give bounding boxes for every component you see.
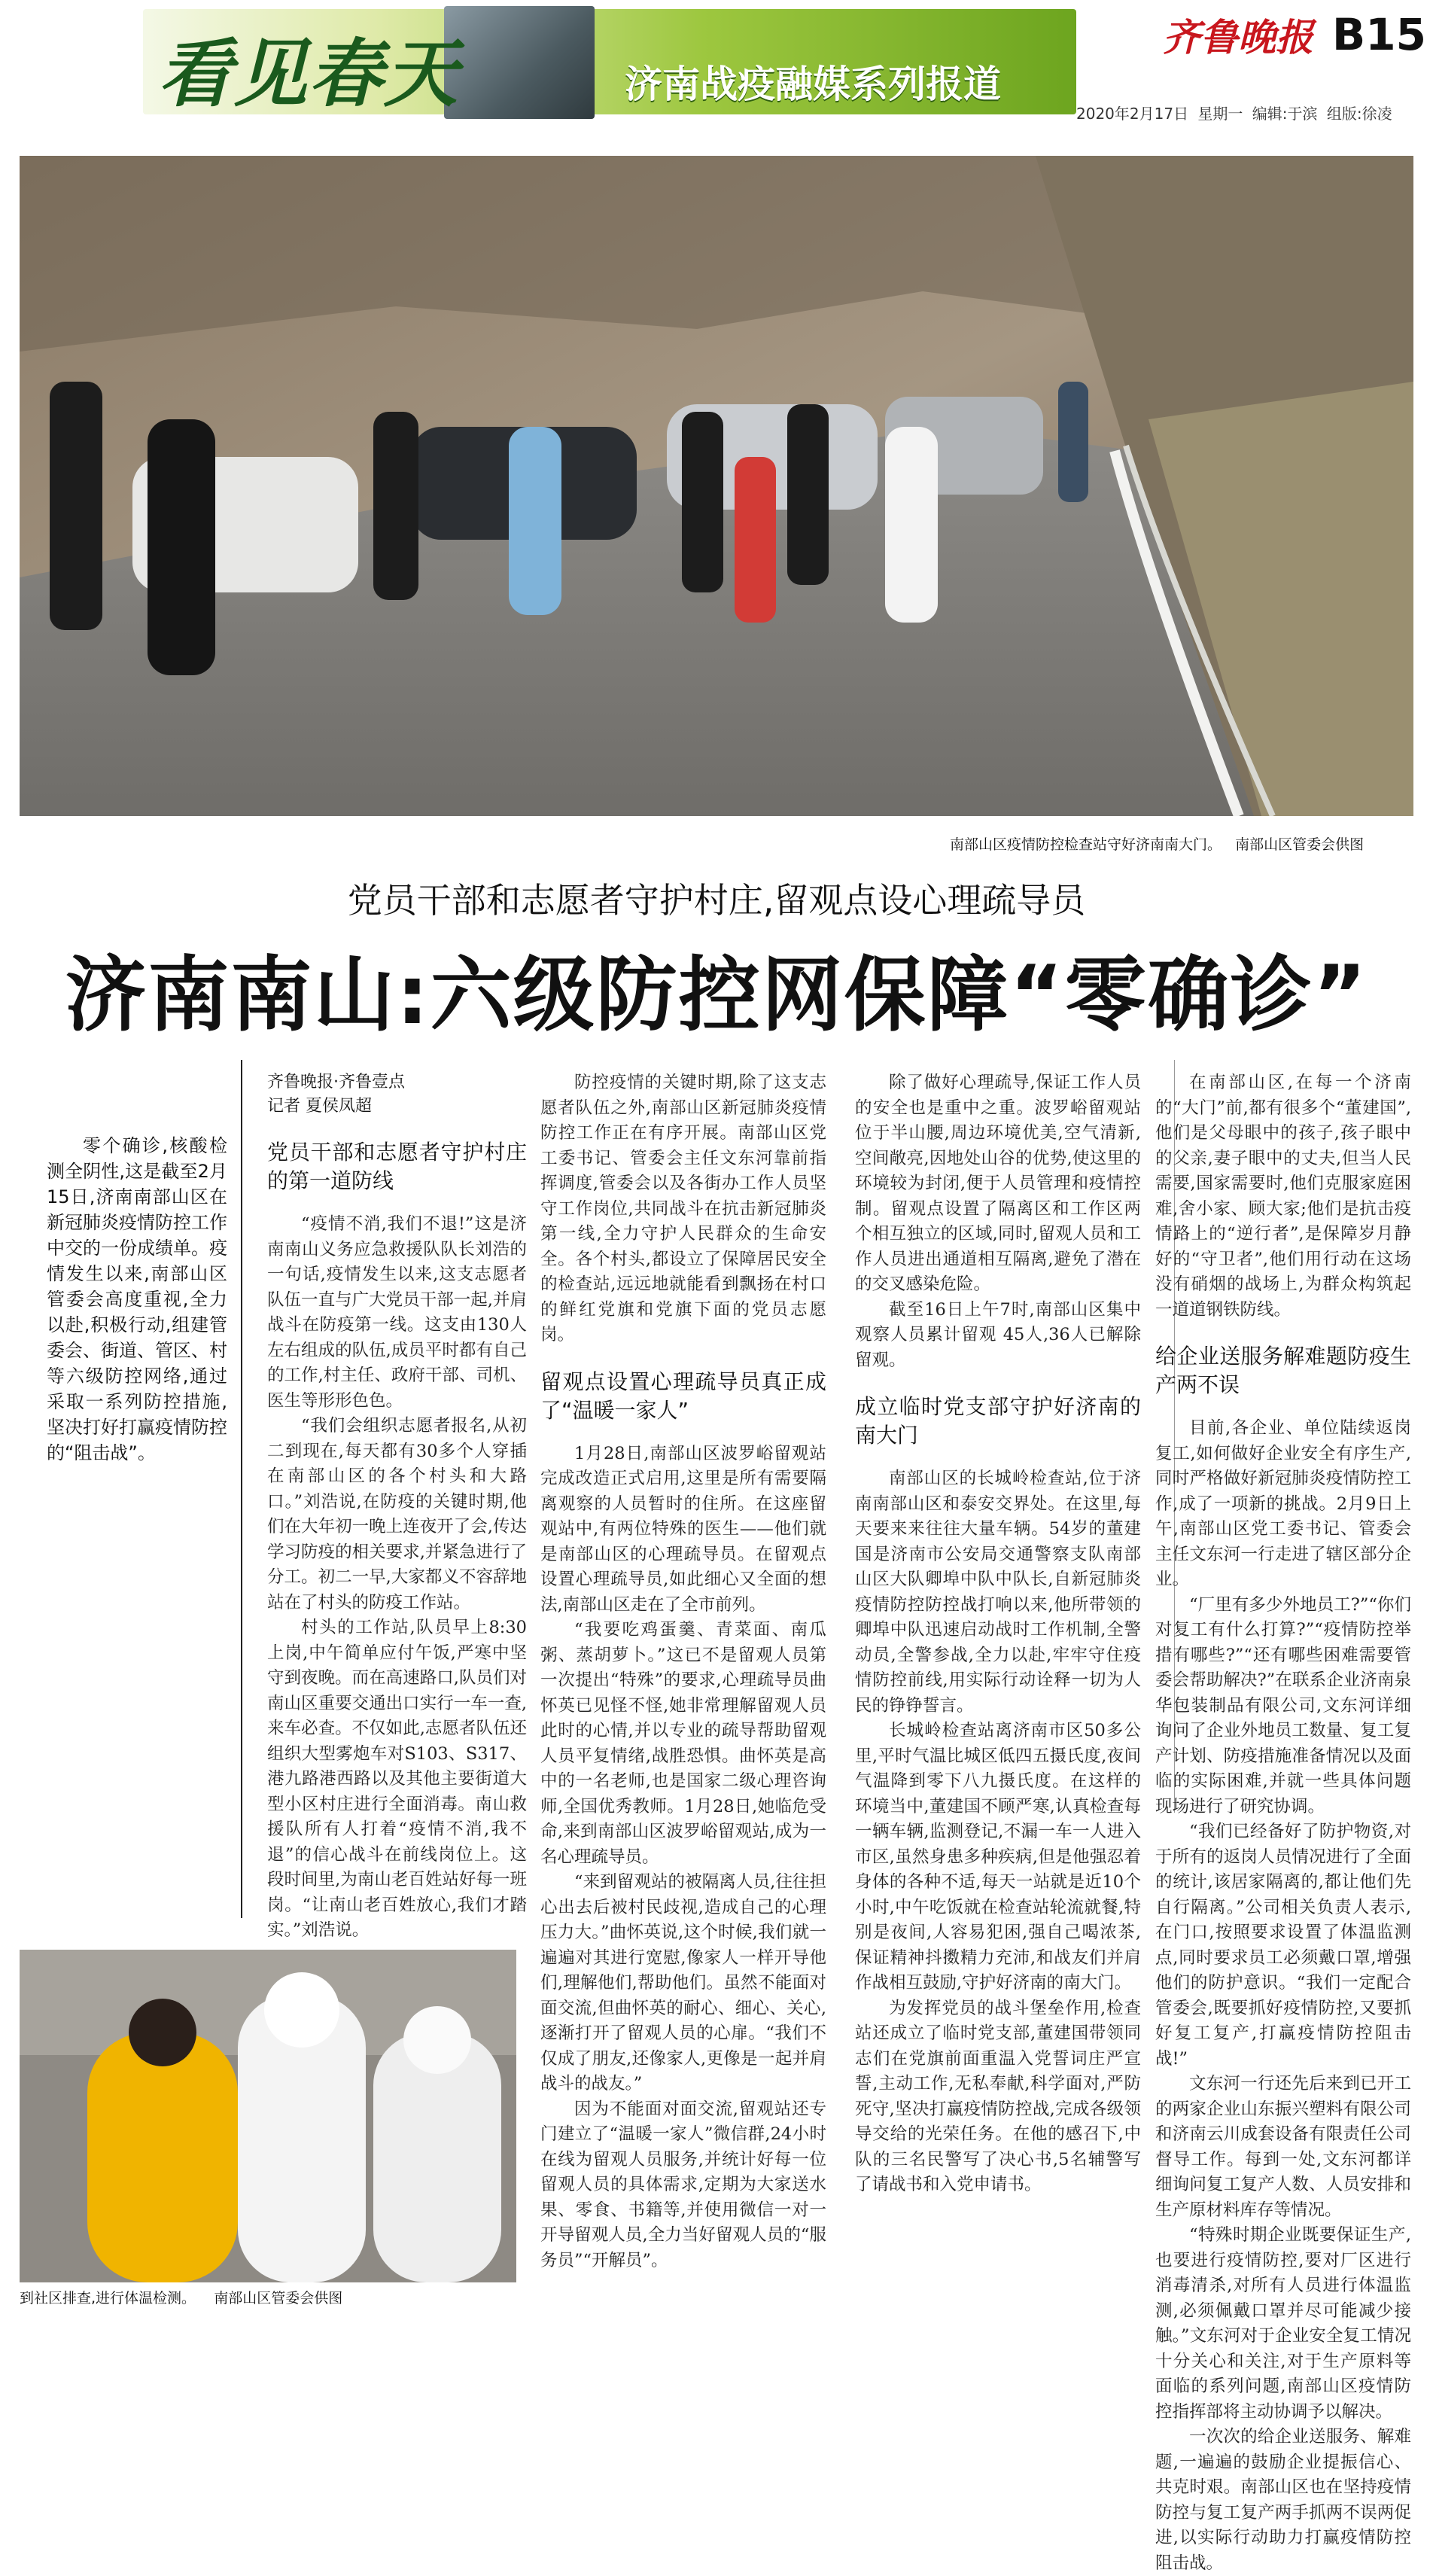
date: 2020年2月17日 — [1076, 105, 1189, 123]
source: 齐鲁晚报·齐鲁壹点 — [267, 1073, 405, 1092]
checkpoint-scene-illustration — [20, 156, 1413, 816]
masthead-photo — [444, 6, 595, 119]
paragraph: “特殊时期企业既要保证生产,也要进行疫情防控,要对厂区进行消毒清杀,对所有人员进行体温监测,必须佩戴口罩并尽可能减少接触。”文东河对于企业安全复工情况十分关心和关注,对于生产原料等面临的系列问题,南部山区疫情防控指挥部将主动协调予以解决。 — [1155, 2225, 1411, 2422]
main-photo — [20, 156, 1413, 816]
subtitle: 党员干部和志愿者守护村庄,留观点设心理疏导员 — [347, 880, 1086, 921]
paragraph: “我们已经备好了防护物资,对于所有的返岗人员情况进行了全面的统计,该居家隔离的,都让他们先自行隔离。”公司相关负责人表示,在门口,按照要求设置了体温监测点,同时要求员工必须戴口罩,增强他们的防护意识。“我们一定配合管委会,既要抓好疫情防控,又要抓好复工复产,打赢疫情防控阻击战!” — [1155, 1822, 1411, 2069]
section-4-title: 给企业送服务解难题防疫生产两不误 — [1155, 1344, 1411, 1397]
lead-paragraph: 零个确诊,核酸检测全阴性,这是截至2月15日,济南南部山区在新冠肺炎疫情防控工作中交的一份成绩单。疫情发生以来,南部山区管委会高度重视,全力以赴,积极行动,组建管委会、街道、管区、村等六级防控网络,通过采取一系列防控措施,坚决打好打赢疫情防控的“阻击战”。 — [47, 1135, 227, 1463]
lead-column — [47, 1133, 227, 1466]
newspaper-logo: 齐鲁晚报 — [1163, 15, 1313, 59]
paragraph: 南部山区的长城岭检查站,位于济南南部山区和泰安交界处。在这里,每天要来来往往大量车辆。54岁的董建国是济南市公安局交通警察支队南部山区大队卿埠中队中队长,自新冠肺炎疫情防控防控战打响以来,他所带领的卿埠中队迅速启动战时工作机制,全警动员,全警参战,全力以赴,牢牢守住疫情防控前线,用实际行动诠释一切为人民的铮铮誓言。 — [855, 1469, 1141, 1716]
paragraph: 防控疫情的关键时期,除了这支志愿者队伍之外,南部山区新冠肺炎疫情防控工作正在有序开展。南部山区党工委书记、管委会主任文东河靠前指挥调度,管委会以及各街办工作人员坚守工作岗位,共同战斗在抗击新冠肺炎第一线,全力守护人民群众的生命安全。各个村头,都设立了保障居民安全的检查站,远远地就能看到飘扬在村口的鲜红党旗和党旗下面的党员志愿岗。 — [540, 1073, 826, 1344]
editor: 编辑:于滨 — [1252, 105, 1318, 123]
column-name: 看见春天 — [158, 31, 460, 117]
section-3-title: 成立临时党支部守护好济南的南大门 — [855, 1394, 1141, 1448]
paragraph: 除了做好心理疏导,保证工作人员的安全也是重中之重。波罗峪留观站位于半山腰,周边环境优美,空气清新,空间敞亮,因地处山谷的优势,使这里的环境较为封闭,便于人员管理和疫情控制。留观点设置了隔离区和工作区两个相互独立的区域,同时,留观人员和工作人员进出通道相互隔离,避免了潜在的交叉感染危险。 — [855, 1073, 1141, 1294]
dateline — [1076, 102, 1392, 123]
paragraph: “我们会组织志愿者报名,从初二到现在,每天都有30多个人穿插在南部山区的各个村头和大路口。”刘浩说,在防疫的关键时期,他们在大年初一晚上连夜开了会,传达学习防疫的相关要求,并紧急进行了分工。初二一早,大家都义不容辞地站在了村头的防疫工作站。 — [267, 1416, 527, 1612]
main-photo-credit: 南部山区管委会供图 — [1235, 836, 1365, 853]
paragraph: 一次次的给企业送服务、解难题,一遍遍的鼓励企业提振信心、共克时艰。南部山区也在坚持疫情防控与复工复产两手抓两不误两促进,以实际行动助力打赢疫情防控阻击战。 — [1155, 2427, 1411, 2573]
reporter: 记者 夏侯凤超 — [267, 1097, 372, 1116]
page-number: B15 — [1332, 9, 1426, 60]
section-2-title: 留观点设置心理疏导员真正成了“温暖一家人” — [540, 1369, 826, 1423]
secondary-photo — [20, 1950, 516, 2282]
paragraph: 村头的工作站,队员早上8:30上岗,中午简单应付午饭,严寒中坚守到夜晚。而在高速路口,队员们对南山区重要交通出口实行一车一查,来车必查。不仅如此,志愿者队伍还组织大型雾炮车对S103、S317、港九路港西路以及其他主要街道大型小区村庄进行全面消毒。南山救援队所有人打着“疫情不消,我不退”的信心战斗在前线岗位上。这段时间里,为南山老百姓站好每一班岗。“让南山老百姓放心,我们才踏实。”刘浩说。 — [267, 1618, 527, 1940]
paragraph: 截至16日上午7时,南部山区集中观察人员累计留观 45人,36人已解除留观。 — [855, 1299, 1141, 1370]
paragraph: 1月28日,南部山区波罗峪留观站完成改造正式启用,这里是所有需要隔离观察的人员暂时的住所。在这座留观站中,有两位特殊的医生——他们就是南部山区的心理疏导员。在留观点设置心理疏导员,如此细心又全面的想法,南部山区走在了全市前列。 — [540, 1443, 826, 1615]
paragraph: “厂里有多少外地员工?”“你们对复工有什么打算?”“疫情防控举措有哪些?”“还有哪些困难需要管委会帮助解决?”在联系企业济南泉华包装制品有限公司,文东河详细询问了企业外地员工数量、复工复产计划、防疫措施准备情况以及面临的实际困难,并就一些具体问题现场进行了研究协调。 — [1155, 1594, 1411, 1816]
column-divider — [241, 1060, 242, 1918]
paragraph: 因为不能面对面交流,留观站还专门建立了“温暖一家人”微信群,24小时在线为留观人员服务,并统计好每一位留观人员的具体需求,定期为大家送水果、零食、书籍等,并使用微信一对一开导留观人员,全力当好留观人员的“服务员”“开解员”。 — [540, 2099, 826, 2270]
main-photo-caption — [950, 833, 1364, 854]
temperature-check-illustration — [20, 1950, 516, 2282]
series-title: 济南战疫融媒系列报道 — [625, 62, 1001, 106]
column-1 — [267, 1070, 527, 1944]
headline: 济南南山:六级防控网保障“零确诊” — [65, 948, 1368, 1043]
paragraph: 文东河一行还先后来到已开工的两家企业山东振兴塑料有限公司和济南云川成套设备有限责任公司督导工作。每到一处,文东河都详细询问复工复产人数、人员安排和生产原材料库存等情况。 — [1155, 2074, 1411, 2220]
secondary-photo-caption — [20, 2287, 342, 2307]
column-3 — [855, 1070, 1141, 2198]
paragraph: 长城岭检查站离济南市区50多公里,平时气温比城区低四五摄氏度,夜间气温降到零下八九摄氏度。在这样的环境当中,董建国不顾严寒,认真检查每一辆车辆,监测登记,不漏一车一人进入市区,虽然身患多种疾病,但是他强忍着身体的各种不适,每天一站就是近10个小时,中午吃饭就在检查站轮流就餐,特别是夜间,人容易犯困,强自己喝浓茶,保证精神抖擞精力充沛,和战友们并肩作战相互鼓励,守护好济南的南大门。 — [855, 1721, 1141, 1993]
paragraph: “疫情不消,我们不退!”这是济南南山义务应急救援队队长刘浩的一句话,疫情发生以来,这支志愿者队伍一直与广大党员干部一起,并肩战斗在防疫第一线。这支由130人左右组成的队伍,成员平时都有自己的工作,村主任、政府干部、司机、医生等形形色色。 — [267, 1214, 527, 1411]
layout-editor: 组版:徐凌 — [1326, 105, 1392, 123]
paragraph: 目前,各企业、单位陆续返岗复工,如何做好企业安全有序生产,同时严格做好新冠肺炎疫情防控工作,成了一项新的挑战。2月9日上午,南部山区党工委书记、管委会主任文东河一行走进了辖区部分企业。 — [1155, 1418, 1411, 1589]
secondary-photo-caption-text: 到社区排查,进行体温检测。 — [20, 2290, 196, 2307]
main-photo-caption-text: 南部山区疫情防控检查站守好济南南大门。 — [950, 836, 1222, 853]
section-1-title: 党员干部和志愿者守护村庄的第一道防线 — [267, 1140, 527, 1193]
paragraph: “来到留观站的被隔离人员,往往担心出去后被村民歧视,造成自己的心理压力大。”曲怀英说,这个时候,我们就一遍遍对其进行宽慰,像家人一样开导他们,理解他们,帮助他们。虽然不能面对面交流,但曲怀英的耐心、细心、关心,逐渐打开了留观人员的心扉。“我们不仅成了朋友,还像家人,更像是一起并肩战斗的战友。” — [540, 1872, 826, 2093]
paragraph: 在南部山区,在每一个济南的“大门”前,都有很多个“董建国”,他们是父母眼中的孩子,孩子眼中的父亲,妻子眼中的丈夫,但当人民需要,国家需要时,他们克服家庭困难,舍小家、顾大家;他们是抗击疫情路上的“逆行者”,是保障岁月静好的“守卫者”,他们用行动在这场没有硝烟的战场上,为群众构筑起一道道钢铁防线。 — [1155, 1073, 1411, 1320]
weekday: 星期一 — [1197, 105, 1243, 123]
paragraph: “我要吃鸡蛋羹、青菜面、南瓜粥、蒸胡萝卜。”这已不是留观人员第一次提出“特殊”的要求,心理疏导员曲怀英已见怪不怪,她非常理解留观人员此时的心情,并以专业的疏导帮助留观人员平复情绪,战胜恐惧。曲怀英是高中的一名老师,也是国家二级心理咨询师,全国优秀教师。1月28日,她临危受命,来到南部山区波罗峪留观站,成为一名心理疏导员。 — [540, 1620, 826, 1867]
paragraph: 为发挥党员的战斗堡垒作用,检查站还成立了临时党支部,董建国带领同志们在党旗前面重温入党誓词庄严宣誓,主动工作,无私奉献,科学面对,严防死守,坚决打赢疫情防控战,完成各级领导交给的光荣任务。在他的感召下,中队的三名民警写了决心书,5名辅警写了请战书和入党申请书。 — [855, 1998, 1141, 2194]
secondary-photo-credit: 南部山区管委会供图 — [214, 2290, 343, 2307]
column-4 — [1155, 1070, 1411, 2576]
column-2 — [540, 1070, 826, 2273]
